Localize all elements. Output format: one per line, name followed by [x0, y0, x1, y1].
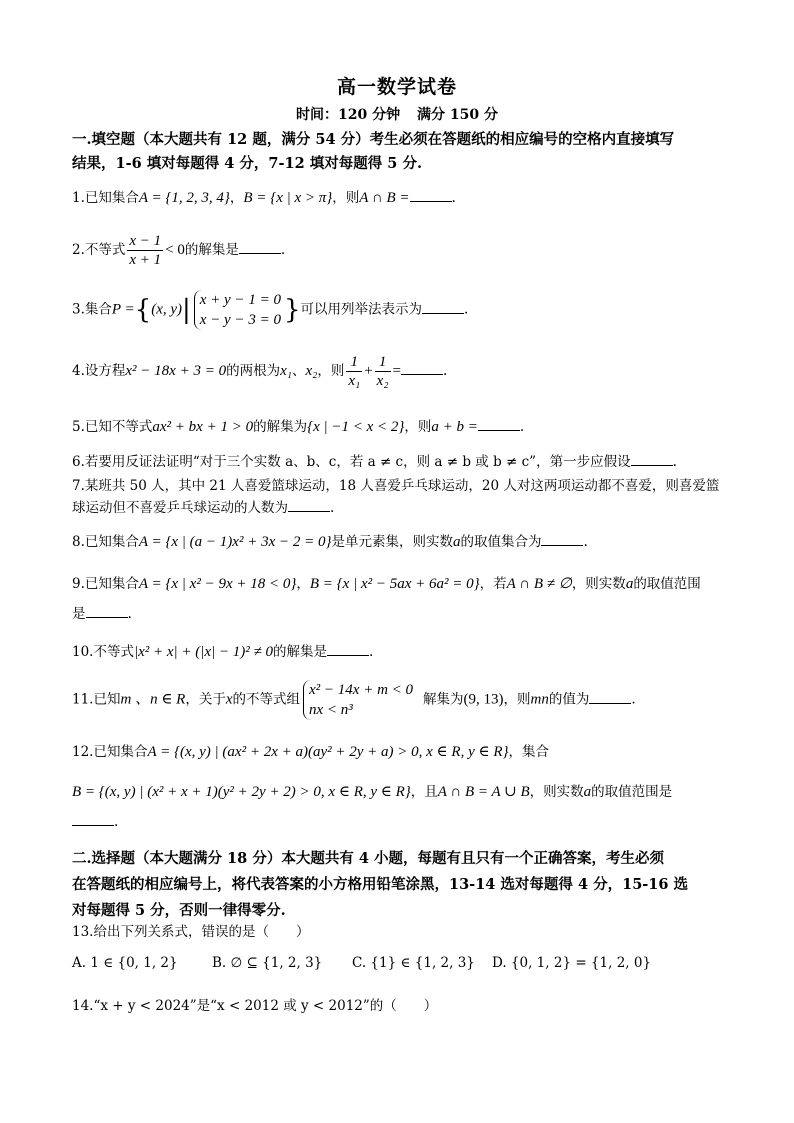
question-13: 13.给出下列关系式，错误的是（ ）	[72, 924, 310, 940]
exam-info	[0, 104, 794, 124]
section1-instructions: 一.填空题（本大题共有 12 题，满分 54 分）考生必须在答题纸的相应编号的空格内直接填写 结果，1-6 填对每题得 4 分，7-12 填对每题得 5 分.	[72, 131, 675, 172]
answer-blank[interactable]	[589, 689, 631, 704]
q13-option-d[interactable]: D. {0, 1, 2} = {1, 2, 0}	[492, 955, 652, 971]
full-score: 满分 150 分	[417, 107, 498, 123]
time-limit: 时间：120 分钟	[296, 107, 401, 123]
question-8: 8.已知集合A = {x | (a − 1)x² + 3x − 2 = 0}是单元素集，则实数a的取值集合为 .	[72, 531, 722, 553]
answer-blank[interactable]	[541, 531, 583, 546]
question-2: 2.不等式 $\frac{x - 1}{x + 1}$ < 0的解集是 .	[72, 233, 286, 268]
answer-blank[interactable]	[401, 360, 443, 375]
section2-instructions: 二.选择题（本大题满分 18 分）本大题共有 4 小题，每题有且只有一个正确答案，考生必须 在答题纸的相应编号上，将代表答案的小方格用铅笔涂黑，13-14 选对每题得 4 分，15-16 选 对每题得 5 分，否则一律得零分.	[72, 850, 689, 919]
answer-blank[interactable]	[327, 641, 369, 656]
answer-blank[interactable]	[422, 299, 464, 314]
answer-blank[interactable]	[72, 811, 114, 826]
answer-blank[interactable]	[288, 497, 330, 512]
q13-option-c[interactable]: C. {1} ∈ {1, 2, 3}	[352, 955, 475, 971]
answer-blank[interactable]	[410, 187, 452, 202]
question-6: 6.若要用反证法证明“对于三个实数 a、b、c，若 a ≠ c，则 a ≠ b 或 b ≠ c”，第一步应假设 .	[72, 451, 722, 473]
answer-blank[interactable]	[86, 603, 128, 618]
question-4: 4.设方程x² − 18x + 3 = 0的两根为x₁、x₂，则 $\frac{1}{\text{x₁}}$ + $\frac{1}{\text{x₂}}$ = .	[72, 354, 448, 389]
question-9: 9.已知集合A = {x | x² − 9x + 18 < 0}，B = {x | x² − 5ax + 6a² = 0}，若A ∩ B ≠ ∅，则实数a的取值范围 是 .	[72, 576, 701, 622]
question-14: 14.“x + y < 2024”是“x < 2012 或 y < 2012”的（ ）	[72, 998, 438, 1014]
question-1: 1.已知集合A = {1, 2, 3, 4}，B = {x | x > π}，则A ∩ B = .	[72, 187, 722, 209]
question-5: 5.已知不等式ax² + bx + 1 > 0的解集为{x | −1 < x < 2}，则a + b = .	[72, 416, 722, 438]
question-12: 12.已知集合A = {(x, y) | (ax² + 2x + a)(ay² + 2y + a) > 0, x ∈ R, y ∈ R}，集合 B = {(x, y) | (x² + x + 1)(y² + 2y + 2) > 0, x ∈ R, y ∈ R}，且A ∩ B = A ∪ B，则实数a的取值范围是 .	[72, 744, 673, 830]
q13-option-a[interactable]: A. 1 ∈ {0, 1, 2}	[72, 955, 178, 971]
question-11: 11.已知m 、n ∈ R，关于x的不等式组 x² − 14x + m < 0 nx < n³ 解集为(9, 13)，则mn的值为 .	[72, 682, 636, 718]
q13-option-b[interactable]: B. ∅ ⊆ {1, 2, 3}	[212, 955, 323, 971]
page-title: 高一数学试卷	[336, 76, 457, 98]
answer-blank[interactable]	[631, 451, 673, 466]
question-7: 7.某班共 50 人，其中 21 人喜爱篮球运动，18 人喜爱乒乓球运动，20 人对这两项运动都不喜爱，则喜爱篮 球运动但不喜爱乒乓球运动的人数为 .	[72, 478, 720, 516]
question-10: 10.不等式|x² + x| + (|x| − 1)² ≠ 0的解集是 .	[72, 641, 722, 663]
answer-blank[interactable]	[478, 416, 520, 431]
question-3: 3.集合P ={(x, y)| x + y − 1 = 0 x − y − 3 = 0 }可以用列举法表示为 .	[72, 292, 469, 328]
answer-blank[interactable]	[239, 239, 281, 254]
